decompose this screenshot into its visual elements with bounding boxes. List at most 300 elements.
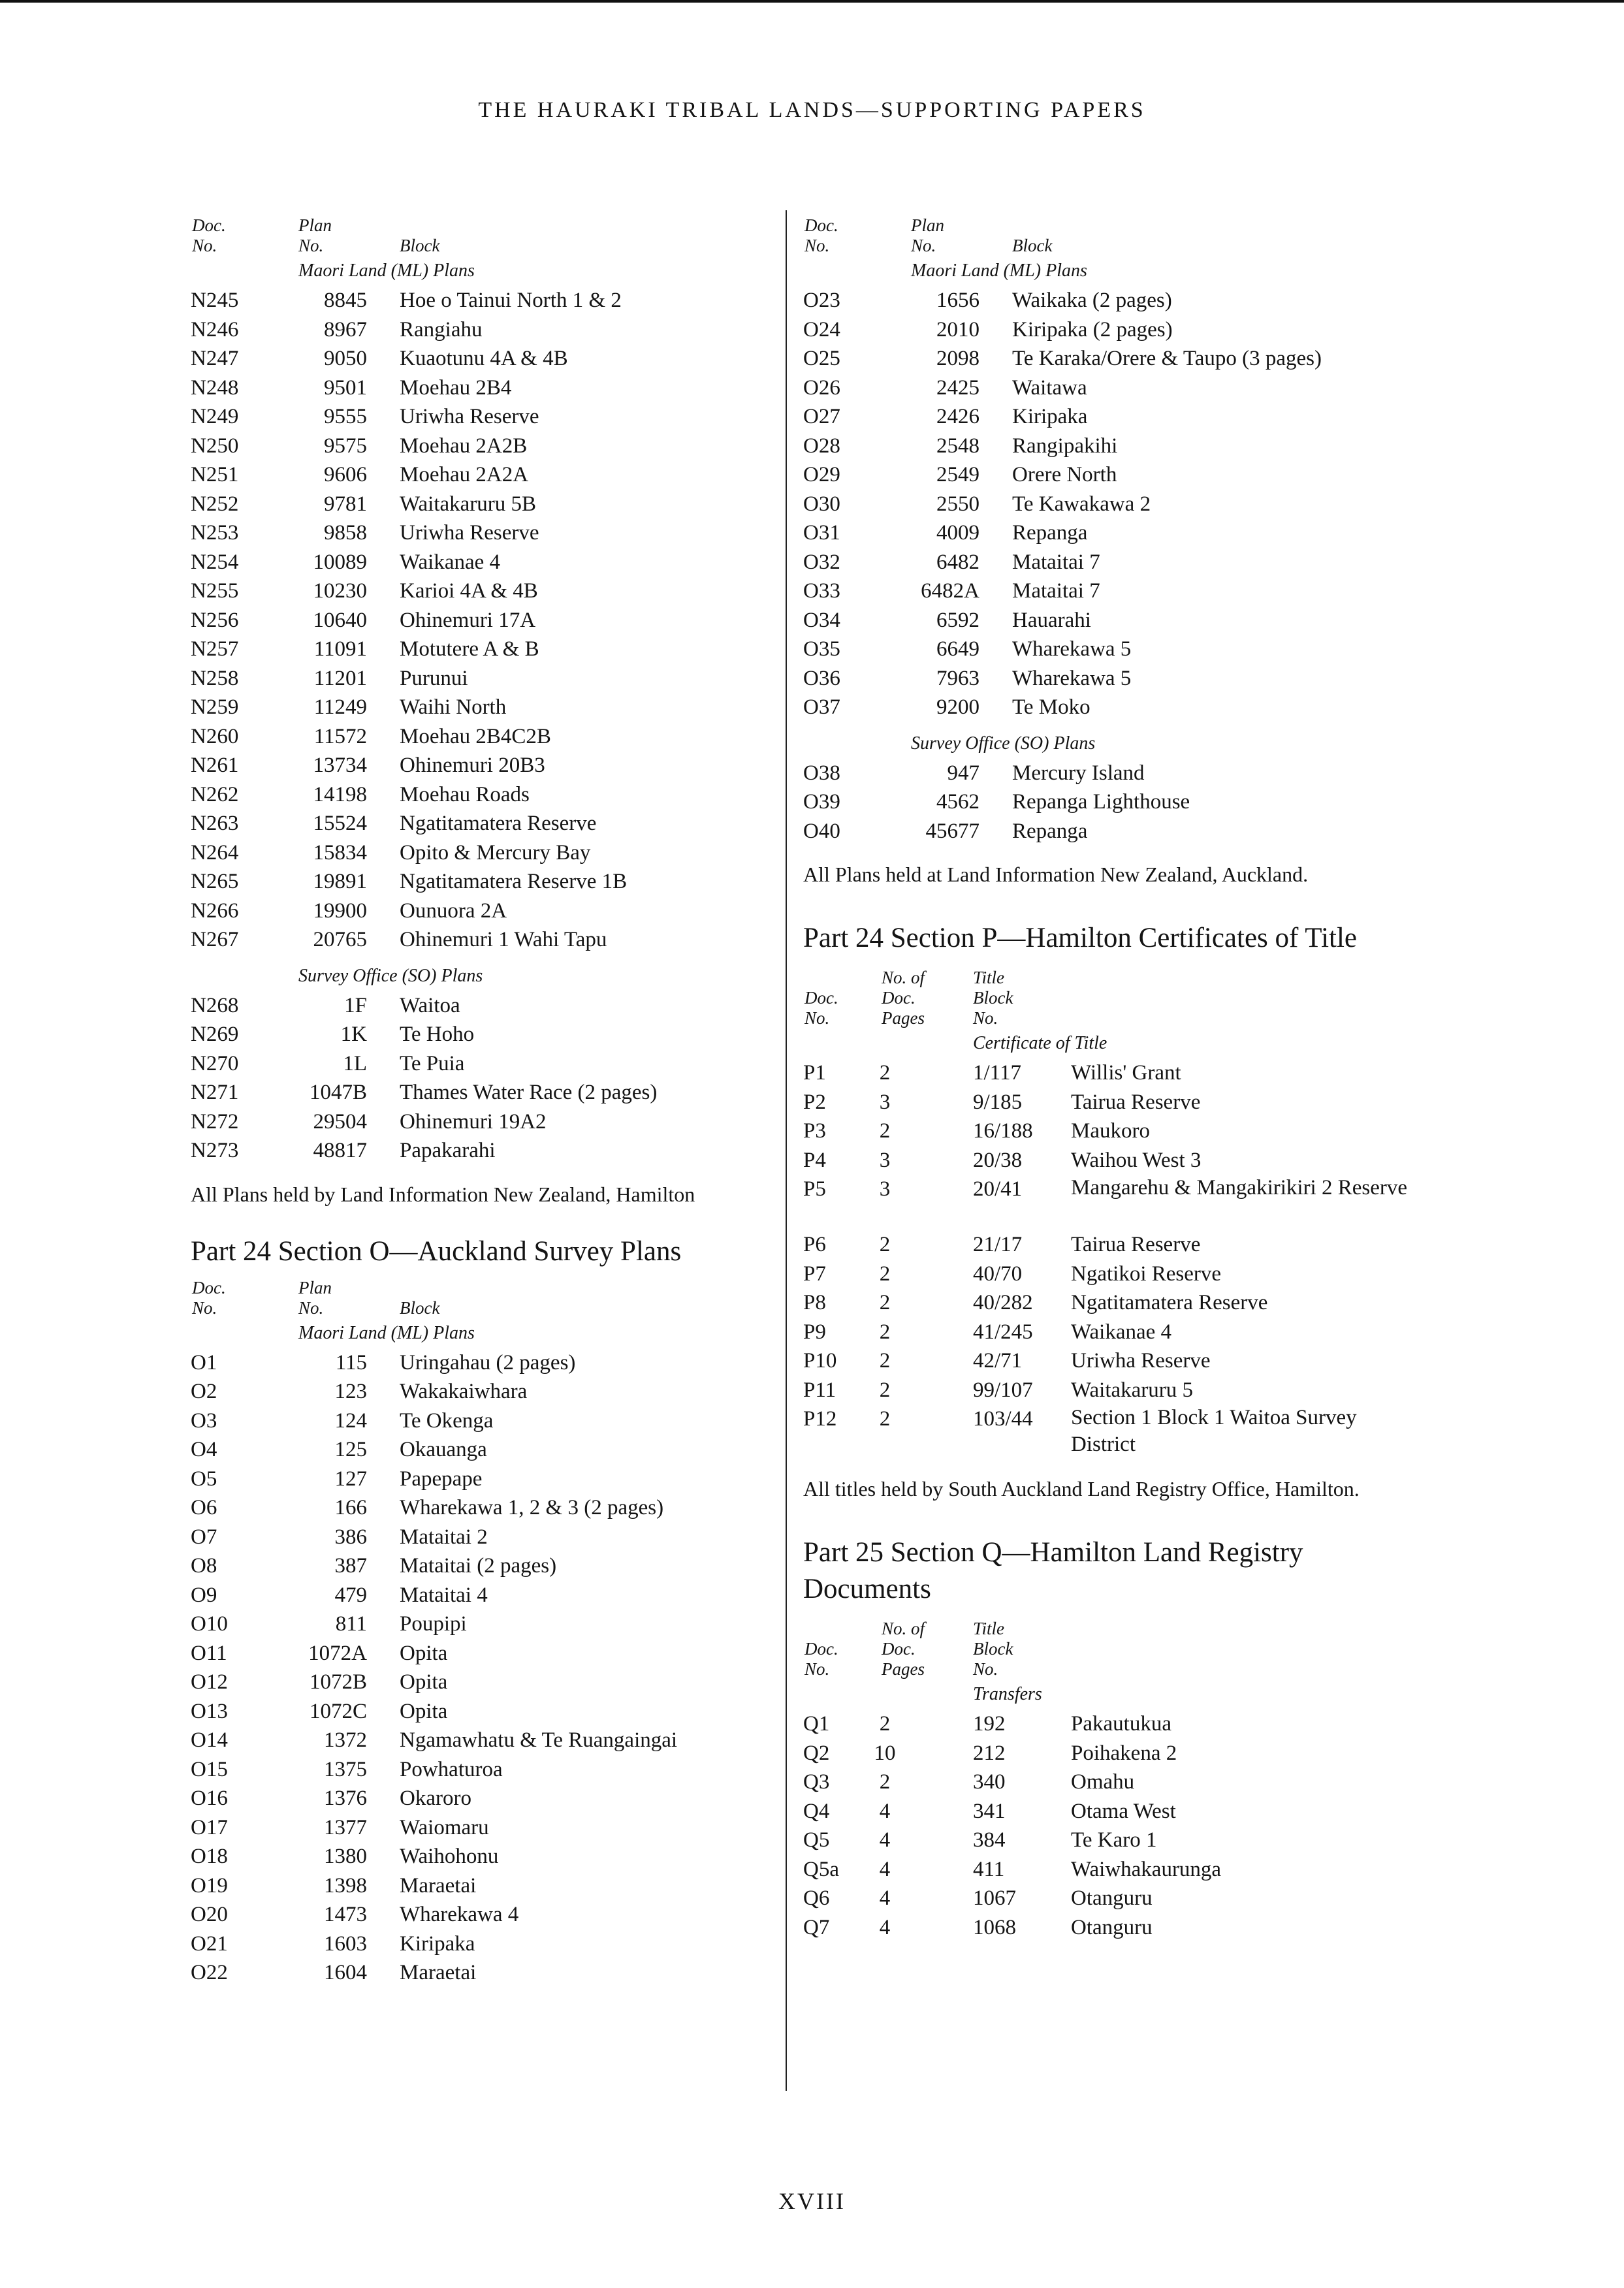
doc-pages: 3 (879, 1148, 891, 1172)
doc-number: O15 (191, 1757, 228, 1781)
block-name: Otanguru (1071, 1886, 1153, 1910)
title-block-number: 40/282 (973, 1291, 1033, 1314)
table-row (191, 722, 778, 752)
doc-pages: 4 (879, 1828, 891, 1852)
plan-number: 387 (334, 1554, 367, 1578)
doc-number: N245 (191, 289, 239, 312)
table-row (191, 1377, 778, 1406)
plan-number: 2549 (936, 463, 979, 486)
block-name: Poupipi (400, 1612, 467, 1636)
table-row (191, 1871, 778, 1901)
block-name: Repanga (1012, 819, 1088, 843)
table-row (191, 991, 778, 1021)
plan-number: 11249 (313, 695, 367, 719)
doc-number: N252 (191, 492, 239, 516)
doc-pages: 2 (879, 1061, 891, 1085)
doc-number: N261 (191, 754, 239, 777)
block-name: Moehau 2A2A (400, 463, 529, 486)
title-block-number: 20/41 (973, 1177, 1023, 1201)
table-row (191, 460, 778, 490)
doc-number: O23 (803, 289, 840, 312)
block-name: Papakarahi (400, 1139, 496, 1162)
o-ml-plan-list-continued (803, 286, 1424, 722)
doc-number: P4 (803, 1148, 826, 1172)
plan-number: 9050 (324, 347, 367, 370)
block-name: Waikanae 4 (1071, 1320, 1172, 1344)
block-name: Powhaturoa (400, 1757, 503, 1781)
plan-no-header: Plan No. (298, 215, 332, 255)
plan-number: 8967 (324, 317, 367, 342)
doc-number: Q4 (803, 1799, 830, 1823)
doc-pages: 4 (879, 1799, 891, 1823)
table-row (803, 1058, 1424, 1088)
doc-number: N266 (191, 898, 239, 923)
table-row (803, 606, 1424, 635)
doc-number: N264 (191, 840, 239, 865)
doc-number: P11 (803, 1378, 836, 1402)
table-row (191, 1465, 778, 1494)
block-name: Ohinemuri 19A2 (400, 1109, 547, 1134)
title-block-number: 103/44 (973, 1407, 1033, 1431)
table-row (191, 315, 778, 345)
section-subheading: Certificate of Title (973, 1033, 1107, 1053)
transfer-list (803, 1709, 1424, 1942)
plan-number: 1072B (309, 1670, 367, 1694)
plan-number: 2548 (936, 434, 979, 458)
doc-no-header: Doc. No. (804, 988, 838, 1028)
block-name: Thames Water Race (2 pages) (400, 1081, 658, 1104)
doc-number: P10 (803, 1349, 837, 1373)
column-header (191, 210, 778, 256)
block-name: Otanguru (1071, 1915, 1153, 1939)
block-name: Tairua Reserve (1071, 1233, 1201, 1256)
block-name: Poihakena 2 (1071, 1741, 1177, 1765)
doc-number: Q3 (803, 1770, 830, 1794)
table-row (191, 1406, 778, 1436)
table-row (803, 286, 1424, 315)
plan-number: 9781 (324, 492, 367, 516)
plan-number: 29504 (313, 1109, 367, 1134)
table-row (191, 751, 778, 780)
table-row (803, 1288, 1424, 1318)
plan-no-header: Plan No. (298, 1277, 332, 1318)
block-name: Kiripaka (1012, 405, 1088, 428)
table-row (803, 759, 1424, 788)
doc-number: N268 (191, 993, 239, 1017)
section-subheading: Transfers (973, 1684, 1042, 1704)
plan-number: 1376 (324, 1787, 367, 1810)
table-row (803, 1088, 1424, 1117)
title-block-number: 42/71 (973, 1349, 1023, 1373)
table-row (191, 780, 778, 810)
doc-number: N273 (191, 1139, 239, 1162)
doc-number: O8 (191, 1554, 217, 1578)
doc-number: Q6 (803, 1886, 830, 1910)
plan-number: 1604 (324, 1961, 367, 1984)
block-name: Ohinemuri 17A (400, 608, 536, 632)
table-row (191, 373, 778, 403)
doc-number: O28 (803, 434, 840, 458)
doc-number: P8 (803, 1291, 826, 1314)
block-name: Te Puia (400, 1051, 465, 1075)
doc-number: N263 (191, 812, 239, 835)
block-name: Opito & Mercury Bay (400, 840, 591, 865)
table-row (191, 1435, 778, 1465)
doc-no-header: Doc. No. (804, 1639, 838, 1679)
plan-number: 14198 (313, 782, 367, 806)
block-name: Waihou West 3 (1071, 1148, 1202, 1172)
table-row (803, 693, 1424, 722)
block-name: Uringahau (2 pages) (400, 1350, 576, 1374)
table-row (191, 1523, 778, 1552)
right-column (803, 210, 1424, 1942)
table-row (191, 1581, 778, 1610)
plan-number: 124 (334, 1408, 367, 1433)
holding-note: All titles held by South Auckland Land Registry Office, Hamilton. (803, 1477, 1360, 1501)
doc-number: N260 (191, 724, 239, 748)
doc-number: O27 (803, 405, 840, 428)
doc-pages: 2 (879, 1349, 891, 1373)
title-block-number: 212 (973, 1741, 1006, 1765)
doc-number: O3 (191, 1408, 217, 1433)
plan-number: 1F (344, 993, 367, 1017)
table-row (191, 1900, 778, 1930)
block-name: Wakakaiwhara (400, 1380, 528, 1403)
running-head: THE HAURAKI TRIBAL LANDS—SUPPORTING PAPERS (478, 98, 1146, 122)
block-name: Moehau Roads (400, 782, 530, 806)
table-row (803, 1175, 1424, 1230)
block-name: Mercury Island (1012, 761, 1145, 785)
plan-number: 2550 (936, 492, 979, 516)
doc-pages: 3 (879, 1177, 891, 1201)
part-title: Part 25 Section Q—Hamilton Land Registry Documents (803, 1537, 1303, 1604)
block-name: Ngamawhatu & Te Ruangaingai (400, 1728, 678, 1752)
table-row (803, 402, 1424, 432)
plan-number: 6482A (921, 579, 979, 603)
plan-number: 7963 (936, 666, 979, 690)
table-row (803, 1797, 1424, 1826)
plan-number: 15834 (313, 840, 367, 865)
table-row (803, 664, 1424, 693)
block-name: Wharekawa 4 (400, 1903, 519, 1926)
block-name: Waitoa (400, 993, 460, 1017)
title-block-number: 1067 (973, 1886, 1016, 1910)
block-name: Ounuora 2A (400, 898, 507, 923)
block-name: Wharekawa 5 (1012, 666, 1132, 690)
doc-number: N256 (191, 608, 239, 632)
block-name: Ngatitamatera Reserve (400, 812, 597, 835)
doc-number: N254 (191, 550, 239, 574)
title-block-number: 1/117 (973, 1061, 1021, 1085)
plan-number: 1398 (324, 1873, 367, 1898)
plan-number: 6482 (936, 550, 979, 574)
table-row (191, 1726, 778, 1755)
plan-number: 1603 (324, 1931, 367, 1956)
plan-no-header: Plan No. (911, 215, 944, 255)
plan-number: 6592 (936, 608, 979, 632)
plan-number: 4562 (936, 790, 979, 814)
block-name: Motutere A & B (400, 637, 539, 661)
plan-number: 9555 (324, 405, 367, 428)
doc-pages: 2 (879, 1291, 891, 1314)
doc-number: O7 (191, 1525, 217, 1549)
title-block-number: 20/38 (973, 1148, 1023, 1172)
doc-number: O40 (803, 819, 840, 843)
table-row (803, 490, 1424, 519)
block-name: Moehau 2B4 (400, 375, 512, 400)
doc-number: N251 (191, 463, 239, 486)
doc-number: O39 (803, 790, 840, 814)
o-so-plan-list (803, 759, 1424, 846)
plan-number: 1L (343, 1051, 367, 1075)
column-header (803, 1615, 1424, 1679)
table-row (803, 1230, 1424, 1260)
doc-number: N248 (191, 375, 239, 400)
table-row (803, 1146, 1424, 1175)
table-row (191, 925, 778, 955)
table-row (803, 373, 1424, 403)
block-name: Otama West (1071, 1799, 1176, 1823)
plan-number: 11572 (313, 724, 367, 748)
table-row (191, 1755, 778, 1785)
doc-number: P1 (803, 1061, 826, 1085)
table-row (803, 1376, 1424, 1405)
block-name: Tairua Reserve (1071, 1090, 1201, 1114)
doc-number: N271 (191, 1081, 239, 1104)
table-row (191, 693, 778, 722)
plan-number: 2425 (936, 375, 979, 400)
doc-pages-header: No. of Doc. Pages (882, 1619, 925, 1679)
doc-number: N258 (191, 666, 239, 690)
doc-number: O35 (803, 637, 840, 661)
section-subheading: Survey Office (SO) Plans (911, 733, 1096, 754)
doc-number: N257 (191, 637, 239, 661)
block-name: Wharekawa 5 (1012, 637, 1132, 661)
doc-pages: 2 (879, 1233, 891, 1256)
part-title: Part 24 Section O—Auckland Survey Plans (191, 1235, 682, 1267)
block-name: Te Karaka/Orere & Taupo (3 pages) (1012, 347, 1322, 370)
plan-number: 6649 (936, 637, 979, 661)
table-row (191, 1697, 778, 1726)
column-header (803, 210, 1424, 256)
block-name: Waitawa (1012, 375, 1087, 400)
title-block-number: 1068 (973, 1915, 1016, 1939)
table-row (191, 344, 778, 373)
plan-number: 9501 (324, 375, 367, 400)
doc-number: O19 (191, 1873, 228, 1898)
block-name: Uriwha Reserve (400, 405, 539, 428)
title-block-number: 411 (973, 1857, 1005, 1881)
plan-number: 10089 (313, 550, 367, 574)
block-name: Ngatitamatera Reserve 1B (400, 870, 628, 893)
doc-pages: 2 (879, 1407, 891, 1431)
doc-number: O12 (191, 1670, 228, 1694)
n-ml-plan-list (191, 286, 778, 955)
table-row (191, 838, 778, 868)
block-name: Te Moko (1012, 695, 1091, 719)
doc-number: P6 (803, 1233, 826, 1256)
table-row (191, 1610, 778, 1639)
doc-number: N267 (191, 928, 239, 951)
doc-pages: 4 (879, 1857, 891, 1881)
doc-pages-header: No. of Doc. Pages (882, 968, 925, 1028)
table-row (191, 1078, 778, 1107)
block-name: Mangarehu & Mangakirikiri 2 Reserve (1071, 1176, 1408, 1200)
plan-number: 19900 (313, 898, 367, 923)
page-number: XVIII (778, 2188, 846, 2214)
section-subheading: Maori Land (ML) Plans (911, 261, 1087, 281)
doc-number: O24 (803, 317, 840, 342)
table-row (803, 1826, 1424, 1855)
plan-number: 1377 (324, 1815, 367, 1839)
block-name: Te Kawakawa 2 (1012, 492, 1151, 516)
doc-pages: 2 (879, 1320, 891, 1344)
doc-number: O10 (191, 1612, 228, 1636)
block-name: Mataitai 7 (1012, 550, 1100, 574)
block-name: Repanga Lighthouse (1012, 790, 1190, 814)
block-name: Waihohonu (400, 1845, 499, 1868)
block-name: Orere North (1012, 463, 1117, 486)
block-header: Block (400, 236, 440, 255)
block-name: Maraetai (400, 1961, 477, 1984)
plan-number: 1375 (324, 1757, 367, 1781)
block-name: Kuaotunu 4A & 4B (400, 347, 568, 370)
plan-number: 1072C (309, 1699, 367, 1723)
doc-number: N249 (191, 405, 239, 428)
table-row (803, 315, 1424, 345)
table-row (191, 1493, 778, 1523)
table-row (803, 548, 1424, 577)
plan-number: 2426 (936, 405, 979, 428)
table-row (191, 1020, 778, 1049)
plan-number: 1372 (324, 1728, 367, 1752)
plan-number: 10640 (313, 608, 367, 632)
table-row (191, 897, 778, 926)
table-row (191, 867, 778, 897)
plan-number: 479 (334, 1583, 367, 1607)
plan-number: 166 (334, 1496, 367, 1519)
doc-number: P5 (803, 1177, 826, 1201)
plan-number: 20765 (313, 928, 367, 951)
block-name: Waiomaru (400, 1815, 489, 1839)
title-block-number: 40/70 (973, 1262, 1023, 1286)
table-row (191, 1958, 778, 1988)
holding-note: All Plans held by Land Information New Zealand, Hamilton (191, 1182, 695, 1206)
doc-number: P2 (803, 1090, 826, 1114)
plan-number: 9606 (324, 463, 367, 486)
doc-number: N246 (191, 317, 239, 342)
plan-number: 2098 (936, 347, 979, 370)
doc-number: O9 (191, 1583, 217, 1607)
table-row (191, 664, 778, 693)
table-row (803, 1346, 1424, 1376)
doc-number: Q2 (803, 1741, 830, 1765)
table-row (191, 1348, 778, 1378)
table-row (191, 518, 778, 548)
table-row (803, 1913, 1424, 1943)
title-block-number: 384 (973, 1828, 1006, 1852)
block-name: Ohinemuri 20B3 (400, 754, 545, 777)
block-name: Moehau 2B4C2B (400, 724, 551, 748)
section-subheading: Maori Land (ML) Plans (298, 261, 475, 281)
top-rule (0, 0, 1624, 3)
block-name: Pakautukua (1071, 1712, 1171, 1736)
doc-number: O29 (803, 463, 840, 486)
doc-number: O33 (803, 579, 840, 603)
table-row (803, 1318, 1424, 1347)
doc-number: O22 (191, 1961, 228, 1984)
block-name: Waikaka (2 pages) (1012, 289, 1172, 312)
table-row (803, 1405, 1424, 1460)
doc-number: N265 (191, 870, 239, 893)
table-row (191, 1551, 778, 1581)
doc-number: O2 (191, 1380, 217, 1403)
doc-number: Q7 (803, 1915, 830, 1939)
section-subheading: Maori Land (ML) Plans (298, 1322, 475, 1343)
table-row (803, 787, 1424, 817)
block-name: Maraetai (400, 1873, 477, 1898)
block-name: Ngatikoi Reserve (1071, 1262, 1222, 1286)
plan-number: 48817 (313, 1139, 367, 1162)
block-header: Block (400, 1297, 440, 1318)
table-row (191, 402, 778, 432)
title-block-number: 99/107 (973, 1378, 1033, 1402)
block-name: Hoe o Tainui North 1 & 2 (400, 289, 622, 312)
doc-no-header: Doc. No. (192, 1277, 226, 1318)
title-block-number: 9/185 (973, 1090, 1023, 1114)
title-block-number: 340 (973, 1770, 1006, 1794)
doc-pages: 10 (874, 1741, 896, 1765)
doc-pages: 2 (879, 1119, 891, 1143)
table-row (191, 606, 778, 635)
doc-pages: 3 (879, 1090, 891, 1114)
table-row (191, 635, 778, 664)
doc-number: O25 (803, 347, 840, 370)
block-name: Opita (400, 1641, 448, 1665)
plan-number: 15524 (313, 812, 367, 835)
plan-number: 386 (334, 1525, 367, 1549)
doc-number: O21 (191, 1931, 228, 1956)
doc-number: O11 (191, 1641, 227, 1665)
plan-number: 2010 (936, 317, 979, 342)
plan-number: 19891 (313, 870, 367, 893)
plan-number: 127 (334, 1467, 367, 1491)
block-name: Okauanga (400, 1438, 487, 1461)
table-row (191, 1136, 778, 1166)
column-header (191, 1278, 778, 1318)
block-name: Te Hoho (400, 1023, 475, 1046)
table-row (803, 344, 1424, 373)
title-block-number: 192 (973, 1712, 1006, 1736)
block-name: Opita (400, 1670, 448, 1694)
plan-number: 4009 (936, 521, 979, 545)
doc-pages: 2 (879, 1262, 891, 1286)
plan-number: 9858 (324, 521, 367, 545)
doc-number: O14 (191, 1728, 228, 1752)
block-name: Papepape (400, 1467, 483, 1491)
table-row (803, 1260, 1424, 1289)
block-name: Purunui (400, 666, 468, 690)
block-name: Waihi North (400, 695, 507, 719)
table-row (803, 432, 1424, 461)
table-row (803, 635, 1424, 664)
doc-number: O32 (803, 550, 840, 574)
plan-number: 947 (947, 761, 979, 785)
table-row (803, 460, 1424, 490)
table-row (803, 1739, 1424, 1768)
plan-number: 1380 (324, 1845, 367, 1868)
doc-number: O38 (803, 761, 840, 785)
